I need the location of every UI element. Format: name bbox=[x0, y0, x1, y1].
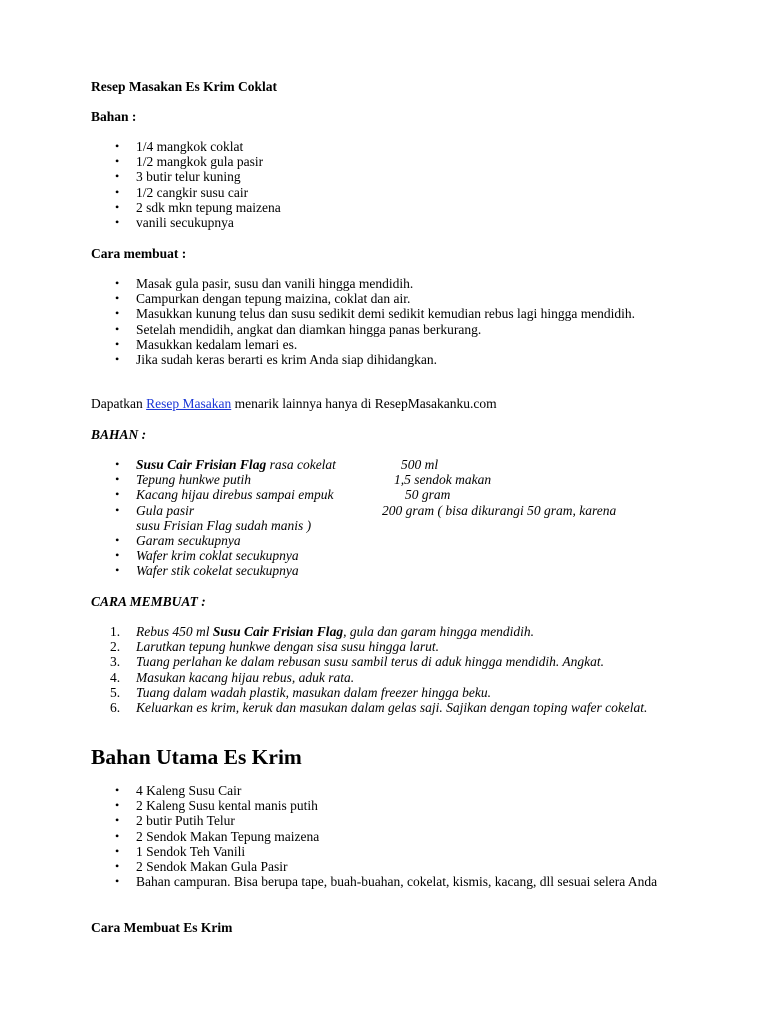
list-item bbox=[0, 829, 768, 844]
bullet-marker: • bbox=[115, 184, 120, 199]
step-item bbox=[0, 639, 768, 654]
ingredient-name bbox=[136, 563, 299, 578]
step-text-pre: Keluarkan es krim, keruk dan masukan dalam gelas saji. Sajikan dengan toping wafer cokelat. bbox=[136, 700, 648, 716]
step-text bbox=[136, 670, 354, 685]
step-number: 2. bbox=[110, 639, 121, 655]
bullet-marker: • bbox=[115, 487, 120, 502]
ingredient-name-text: Wafer krim coklat secukupnya bbox=[136, 548, 299, 564]
list-item-text: 1/2 cangkir susu cair bbox=[136, 184, 249, 200]
step-text bbox=[136, 700, 647, 715]
step-item bbox=[0, 670, 768, 685]
list-item bbox=[0, 859, 768, 874]
list-item-text: 4 Kaleng Susu Cair bbox=[136, 783, 242, 798]
recipe1-steps-list bbox=[0, 276, 768, 367]
ingredient-amount: 50 gram bbox=[405, 487, 451, 503]
list-item bbox=[0, 783, 768, 798]
list-item-text: 2 sdk mkn tepung maizena bbox=[136, 199, 281, 215]
bullet-marker: • bbox=[115, 798, 120, 813]
list-item bbox=[0, 169, 768, 184]
bullet-marker: • bbox=[115, 199, 120, 214]
ingredient-row bbox=[136, 548, 668, 563]
bullet-marker: • bbox=[115, 276, 120, 290]
recipe2-ingredients-heading: BAHAN : bbox=[91, 427, 147, 442]
bullet-marker: • bbox=[115, 502, 120, 517]
list-item bbox=[0, 200, 768, 215]
ingredient-name-text: Wafer stik cokelat secukupnya bbox=[136, 563, 299, 579]
ingredient-name bbox=[136, 533, 241, 548]
ingredient-name bbox=[136, 548, 299, 563]
bullet-marker: • bbox=[115, 548, 120, 563]
bullet-marker: • bbox=[115, 859, 120, 874]
ingredient-row bbox=[136, 503, 668, 518]
step-text bbox=[136, 654, 604, 669]
ingredient-item bbox=[0, 472, 768, 487]
list-item-text: Masak gula pasir, susu dan vanili hingga mendidih. bbox=[136, 276, 414, 291]
list-item-text: 1/2 mangkok gula pasir bbox=[136, 154, 264, 170]
ingredient-name bbox=[136, 472, 251, 487]
list-item-text: Masukkan kedalam lemari es. bbox=[136, 336, 298, 352]
list-item bbox=[0, 215, 768, 230]
list-item-text: Bahan campuran. Bisa berupa tape, buah-buahan, cokelat, kismis, kacang, dll sesuai selera Anda bbox=[136, 874, 658, 890]
bullet-marker: • bbox=[115, 813, 120, 828]
bullet-marker: • bbox=[115, 154, 120, 169]
list-item-text: 3 butir telur kuning bbox=[136, 169, 241, 185]
step-number: 3. bbox=[110, 654, 121, 670]
ingredient-item bbox=[0, 548, 768, 563]
bullet-marker: • bbox=[115, 352, 120, 367]
step-text-pre: Tuang dalam wadah plastik, masukan dalam freezer hingga beku. bbox=[136, 684, 491, 700]
bullet-marker: • bbox=[115, 169, 120, 184]
ingredient-item bbox=[0, 457, 768, 472]
bullet-marker: • bbox=[115, 843, 120, 858]
footer-suffix: menarik lainnya hanya di ResepMasakanku.com bbox=[231, 396, 497, 411]
step-text bbox=[136, 639, 439, 654]
list-item-text: 1 Sendok Teh Vanili bbox=[136, 843, 246, 859]
ingredient-name-text: Tepung hunkwe putih bbox=[136, 472, 252, 488]
list-item-text: 2 Sendok Makan Tepung maizena bbox=[136, 828, 320, 844]
list-item-text: vanili secukupnya bbox=[136, 215, 234, 231]
ingredient-item bbox=[0, 563, 768, 578]
footer-prefix: Dapatkan bbox=[91, 396, 147, 411]
bullet-marker: • bbox=[115, 783, 120, 797]
step-text-bold: Susu Cair Frisian Flag bbox=[212, 624, 344, 639]
ingredient-item bbox=[0, 487, 768, 502]
recipe2-ingredients-list bbox=[0, 457, 768, 579]
recipe1-footer bbox=[91, 396, 497, 411]
step-number: 6. bbox=[110, 700, 121, 716]
recipe1-title: Resep Masakan Es Krim Coklat bbox=[91, 79, 278, 94]
list-item bbox=[0, 844, 768, 859]
ingredient-name-text: Gula pasir bbox=[136, 502, 195, 518]
step-item bbox=[0, 685, 768, 700]
list-item-text: 1/4 mangkok coklat bbox=[136, 139, 244, 154]
ingredient-name-text: Garam secukupnya bbox=[136, 533, 241, 549]
list-item-text: Jika sudah keras berarti es krim Anda siap dihidangkan. bbox=[136, 352, 438, 368]
ingredient-amount: 200 gram ( bisa dikurangi 50 gram, karena bbox=[382, 502, 617, 518]
recipe3-steps-heading: Cara Membuat Es Krim bbox=[91, 920, 233, 935]
bullet-marker: • bbox=[115, 874, 120, 889]
step-text-pre: Masukan kacang hijau rebus, aduk rata. bbox=[136, 669, 355, 685]
ingredient-amount: 500 ml bbox=[401, 457, 439, 472]
step-text bbox=[136, 624, 534, 639]
ingredient-name bbox=[136, 487, 333, 502]
ingredient-row bbox=[136, 472, 668, 487]
recipe1-ingredients-list bbox=[0, 139, 768, 230]
list-item-text: 2 Sendok Makan Gula Pasir bbox=[136, 859, 288, 875]
step-number: 4. bbox=[110, 669, 121, 685]
ingredient-item bbox=[0, 503, 768, 533]
ingredient-row bbox=[136, 457, 668, 472]
list-item bbox=[0, 276, 768, 291]
ingredient-note: susu Frisian Flag sudah manis ) bbox=[136, 517, 312, 533]
list-item bbox=[0, 352, 768, 367]
ingredient-row bbox=[136, 533, 668, 548]
bullet-marker: • bbox=[115, 472, 120, 487]
step-text bbox=[136, 685, 491, 700]
ingredient-row bbox=[136, 487, 668, 502]
bullet-marker: • bbox=[115, 563, 120, 578]
resep-masakan-link[interactable]: Resep Masakan bbox=[146, 396, 232, 411]
recipe2-steps-list bbox=[0, 624, 768, 715]
list-item bbox=[0, 185, 768, 200]
bullet-marker: • bbox=[115, 321, 120, 336]
bullet-marker: • bbox=[115, 215, 120, 230]
step-item bbox=[0, 700, 768, 715]
ingredient-name-text: Kacang hijau direbus sampai empuk bbox=[136, 487, 334, 503]
bullet-marker: • bbox=[115, 336, 120, 351]
list-item bbox=[0, 291, 768, 306]
list-item bbox=[0, 154, 768, 169]
list-item bbox=[0, 813, 768, 828]
list-item bbox=[0, 306, 768, 321]
ingredient-item bbox=[0, 533, 768, 548]
step-text-pre: Larutkan tepung hunkwe dengan sisa susu hingga larut. bbox=[136, 639, 439, 655]
ingredient-amount: 1,5 sendok makan bbox=[394, 472, 492, 488]
list-item bbox=[0, 337, 768, 352]
recipe2-steps-heading: CARA MEMBUAT : bbox=[91, 594, 206, 609]
ingredient-name-text: rasa cokelat bbox=[266, 457, 336, 472]
bullet-marker: • bbox=[115, 139, 120, 153]
ingredient-name bbox=[136, 457, 336, 472]
list-item-text: 2 Kaleng Susu kental manis putih bbox=[136, 798, 318, 814]
step-number: 5. bbox=[110, 684, 121, 700]
list-item-text: Campurkan dengan tepung maizina, coklat dan air. bbox=[136, 291, 411, 307]
step-item bbox=[0, 654, 768, 669]
list-item bbox=[0, 798, 768, 813]
recipe3-ingredients-list bbox=[0, 783, 768, 889]
list-item-text: Masukkan kunung telus dan susu sedikit demi sedikit kemudian rebus lagi hingga mendidih. bbox=[136, 306, 636, 322]
step-item bbox=[0, 624, 768, 639]
recipe1-ingredients-heading: Bahan : bbox=[91, 109, 137, 124]
list-item-text: 2 butir Putih Telur bbox=[136, 813, 235, 829]
list-item bbox=[0, 139, 768, 154]
bullet-marker: • bbox=[115, 828, 120, 843]
step-text-pre: Rebus 450 ml bbox=[136, 624, 213, 639]
list-item bbox=[0, 322, 768, 337]
recipe1-steps-heading: Cara membuat : bbox=[91, 246, 187, 261]
bullet-marker: • bbox=[115, 291, 120, 306]
list-item bbox=[0, 874, 768, 889]
step-text-post: , gula dan garam hingga mendidih. bbox=[343, 624, 534, 639]
bullet-marker: • bbox=[115, 457, 120, 471]
ingredient-name-bold: Susu Cair Frisian Flag bbox=[136, 457, 267, 472]
ingredient-name bbox=[136, 503, 194, 518]
step-number: 1. bbox=[110, 624, 121, 639]
step-text-pre: Tuang perlahan ke dalam rebusan susu sambil terus di aduk hingga mendidih. Angkat. bbox=[136, 654, 604, 670]
ingredient-row bbox=[136, 563, 668, 578]
recipe3-title: Bahan Utama Es Krim bbox=[91, 745, 302, 769]
bullet-marker: • bbox=[115, 533, 120, 548]
list-item-text: Setelah mendidih, angkat dan diamkan hingga panas berkurang. bbox=[136, 321, 482, 337]
bullet-marker: • bbox=[115, 306, 120, 321]
